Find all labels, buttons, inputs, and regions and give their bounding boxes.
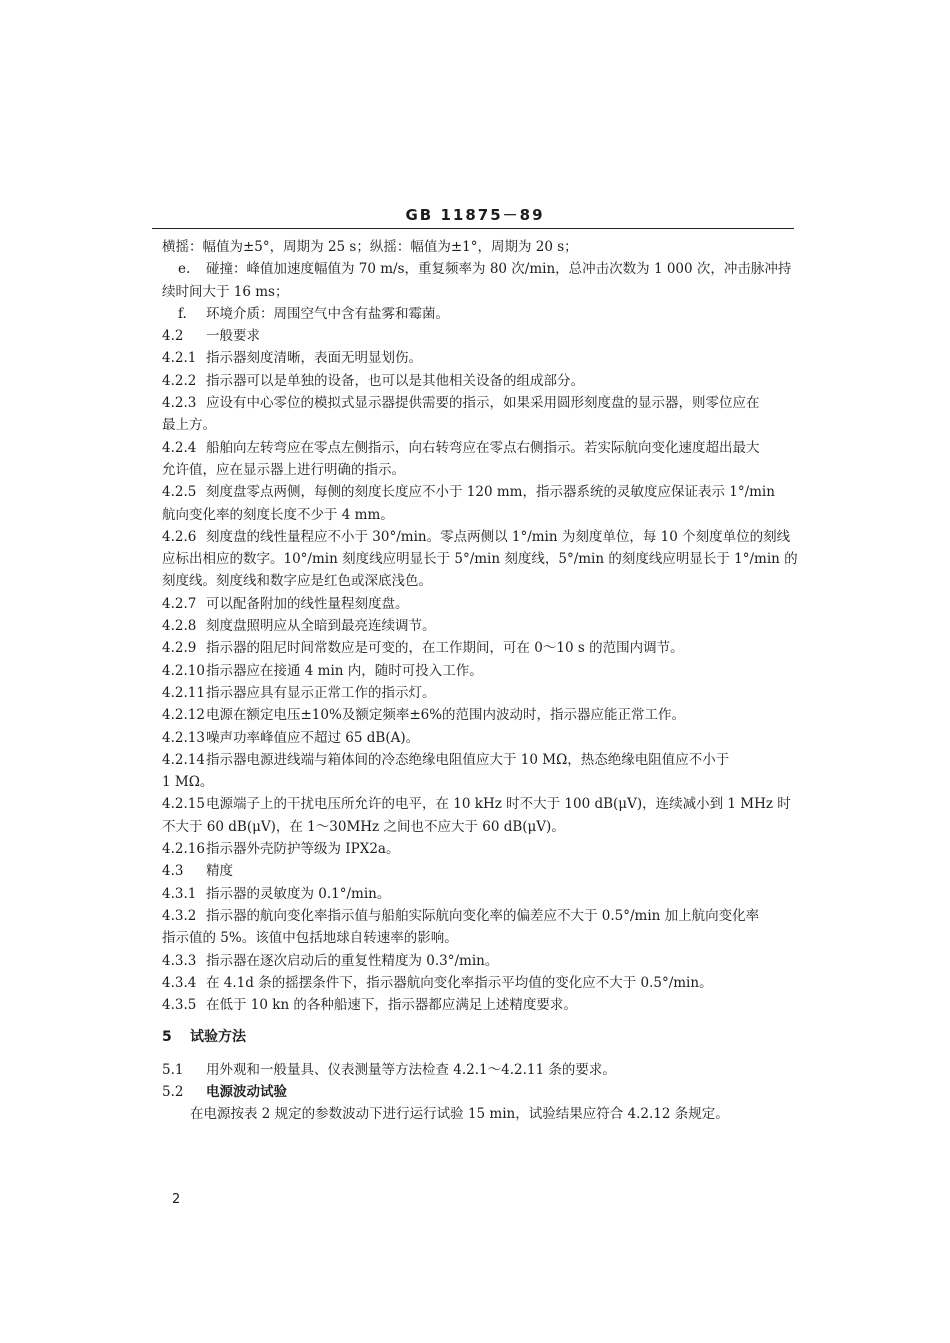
clause-number: 4.2.3 <box>162 395 197 412</box>
clause-number: 5.2 <box>162 1083 184 1100</box>
clause-number: 4.2.8 <box>162 618 197 635</box>
clause-number: 4.3.5 <box>162 997 197 1014</box>
clause-number: 4.2.1 <box>162 350 197 367</box>
page-header-standard-number: GB 11875－89 <box>405 206 545 224</box>
clause-number: 4.3 <box>162 863 184 880</box>
item-label-e: e. <box>178 261 191 278</box>
clause-text: 指示器应具有显示正常工作的指示灯。 <box>206 684 436 701</box>
clause-number: 4.2.4 <box>162 439 197 456</box>
clause-number: 4.2.13 <box>162 729 205 746</box>
clause-text: 指示器的灵敏度为 0.1°/min。 <box>206 885 391 902</box>
clause-text-cont: 最上方。 <box>162 417 216 434</box>
item-e-text-cont: 续时间大于 16 ms； <box>162 283 289 300</box>
clause-text: 电源在额定电压±10%及额定频率±6%的范围内波动时，指示器应能正常工作。 <box>206 707 686 724</box>
item-e-text: 碰撞：峰值加速度幅值为 70 m/s，重复频率为 80 次/min，总冲击次数为 1 000 次，冲击脉冲持 <box>206 261 792 278</box>
clause-text: 在 4.1d 条的摇摆条件下，指示器航向变化率指示平均值的变化应不大于 0.5°/min。 <box>206 974 713 991</box>
clause-text: 用外观和一般量具、仪表测量等方法检查 4.2.1～4.2.11 条的要求。 <box>206 1061 616 1078</box>
page-number: 2 <box>172 1192 181 1207</box>
roll-pitch-text: 横摇：幅值为±5°，周期为 25 s；纵摇：幅值为±1°，周期为 20 s； <box>162 239 578 255</box>
clause-number: 5.1 <box>162 1061 184 1078</box>
clause-number: 4.3.4 <box>162 974 197 991</box>
document-body <box>162 236 798 1126</box>
clause-heading: 精度 <box>206 863 233 880</box>
clause-text-cont: 航向变化率的刻度长度不少于 4 mm。 <box>162 506 394 523</box>
clause-text: 指示器的阻尼时间常数应是可变的，在工作期间，可在 0～10 s 的范围内调节。 <box>206 640 684 657</box>
clause-text: 噪声功率峰值应不超过 65 dB(A)。 <box>206 729 420 746</box>
clause-text: 在低于 10 kn 的各种船速下，指示器都应满足上述精度要求。 <box>206 997 577 1014</box>
clause-number: 4.2.9 <box>162 640 197 657</box>
clause-number: 4.2 <box>162 328 184 345</box>
clause-text: 刻度盘照明应从全暗到最亮连续调节。 <box>206 618 436 635</box>
clause-number: 4.2.11 <box>162 684 205 701</box>
item-label-f: f. <box>178 305 187 322</box>
clause-text: 指示器外壳防护等级为 IPX2a。 <box>206 841 400 858</box>
clause-text: 可以配备附加的线性量程刻度盘。 <box>206 595 409 612</box>
clause-number: 4.3.2 <box>162 907 197 924</box>
clause-number: 4.2.12 <box>162 707 205 724</box>
clause-number: 4.2.5 <box>162 484 197 501</box>
text-line <box>162 236 782 258</box>
clause-number: 4.2.7 <box>162 595 197 612</box>
clause-text: 船舶向左转弯应在零点左侧指示，向右转弯应在零点右侧指示。若实际航向变化速度超出最大 <box>206 439 760 456</box>
clause-text: 在电源按表 2 规定的参数波动下进行运行试验 15 min，试验结果应符合 4.2.12 条规定。 <box>190 1106 729 1123</box>
clause-number: 4.2.6 <box>162 528 197 545</box>
item-f-text: 环境介质：周围空气中含有盐雾和霉菌。 <box>206 305 449 322</box>
clause-text-cont: 1 MΩ。 <box>162 774 214 791</box>
clause-text: 指示器可以是单独的设备，也可以是其他相关设备的组成部分。 <box>206 372 584 389</box>
clause-text-cont: 指示值的 5%。该值中包括地球自转速率的影响。 <box>162 930 458 947</box>
clause-text: 刻度盘的线性量程应不小于 30°/min。零点两侧以 1°/min 为刻度单位，每 10 个刻度单位的刻线 <box>206 528 791 545</box>
clause-text: 指示器应在接通 4 min 内，随时可投入工作。 <box>206 662 483 679</box>
clause-text: 指示器的航向变化率指示值与船舶实际航向变化率的偏差应不大于 0.5°/min 加上航向变化率 <box>206 907 760 924</box>
clause-number: 4.2.14 <box>162 751 205 768</box>
clause-number: 4.2.2 <box>162 372 197 389</box>
clause-text-cont: 允许值，应在显示器上进行明确的指示。 <box>162 461 405 478</box>
clause-number: 4.2.10 <box>162 662 205 679</box>
clause-heading: 一般要求 <box>206 328 260 345</box>
clause-number: 4.3.1 <box>162 885 197 902</box>
clause-text-cont: 不大于 60 dB(μV)，在 1～30MHz 之间也不应大于 60 dB(μV)。 <box>162 818 565 835</box>
clause-text-cont: 刻度线。刻度线和数字应是红色或深底浅色。 <box>162 573 432 590</box>
clause-number: 4.2.16 <box>162 841 205 858</box>
clause-heading: 电源波动试验 <box>206 1083 287 1100</box>
clause-text: 刻度盘零点两侧，每侧的刻度长度应不小于 120 mm，指示器系统的灵敏度应保证表示 1°/min <box>206 484 775 501</box>
clause-number: 4.2.15 <box>162 796 205 813</box>
header-rule <box>152 228 794 229</box>
clause-text: 指示器电源进线端与箱体间的冷态绝缘电阻值应大于 10 MΩ，热态绝缘电阻值应不小于 <box>206 751 730 768</box>
clause-text: 应设有中心零位的模拟式显示器提供需要的指示，如果采用圆形刻度盘的显示器，则零位应在 <box>206 395 760 412</box>
clause-text: 电源端子上的干扰电压所允许的电平，在 10 kHz 时不大于 100 dB(μV)，连续减小到 1 MHz 时 <box>206 796 791 813</box>
clause-number: 4.3.3 <box>162 952 197 969</box>
clause-text: 指示器在逐次启动后的重复性精度为 0.3°/min。 <box>206 952 499 969</box>
section-heading: 试验方法 <box>190 1029 246 1046</box>
clause-text-cont: 应标出相应的数字。10°/min 刻度线应明显长于 5°/min 刻度线，5°/min 的刻度线应明显长于 1°/min 的 <box>162 551 798 568</box>
clause-text: 指示器刻度清晰，表面无明显划伤。 <box>206 350 422 367</box>
section-number: 5 <box>162 1029 172 1046</box>
